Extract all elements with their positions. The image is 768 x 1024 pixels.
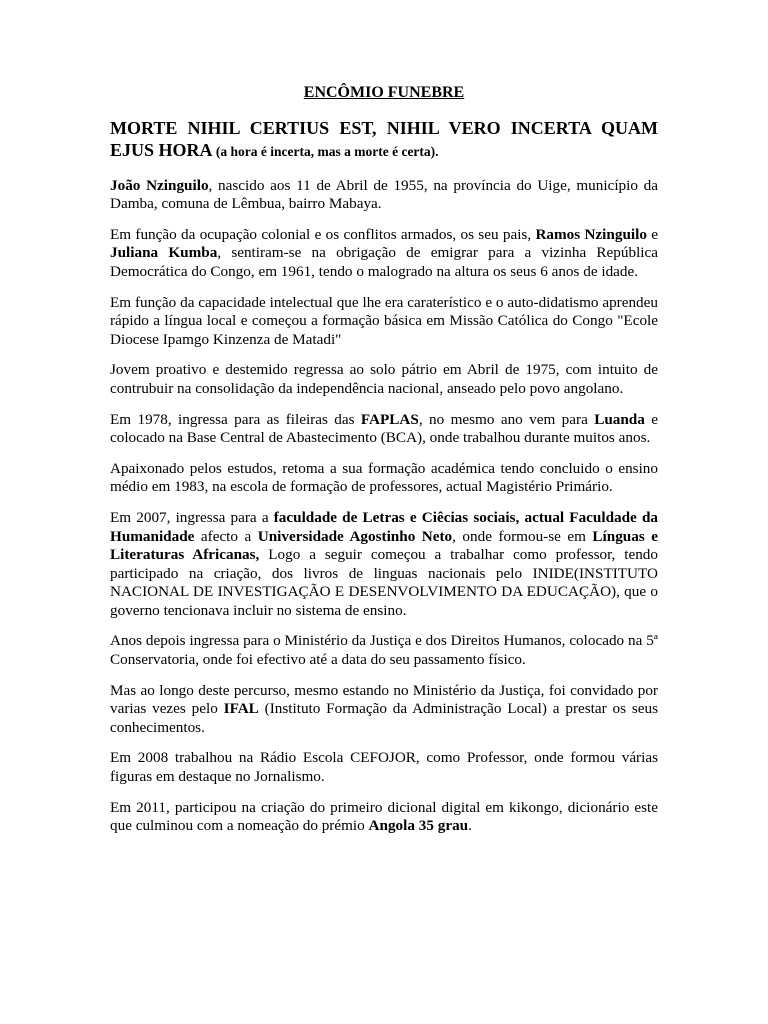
text-run: Em 1978, ingressa para as fileiras das bbox=[110, 410, 361, 428]
paragraph bbox=[110, 177, 658, 214]
text-run: Em 2011, participou na criação do primeiro dicional digital em kikongo, dicionário este que culminou com a nomeação do prémio bbox=[110, 798, 658, 835]
bold-text: IFAL bbox=[223, 700, 259, 718]
text-run: Apaixonado pelos estudos, retoma a sua formação académica tendo concluido o ensino médio em 1983, na escola de formação de professores, actual Magistério Primário. bbox=[110, 459, 658, 496]
text-run: , onde formou-se em bbox=[452, 527, 593, 545]
bold-text: FAPLAS bbox=[360, 410, 419, 428]
paragraph bbox=[110, 411, 658, 448]
paragraph bbox=[110, 632, 658, 669]
bold-text: Juliana Kumba bbox=[110, 244, 218, 262]
text-run: , sentiram-se na obrigação de emigrar para a vizinha República Democrática do Congo, em 1961, tendo o malogrado na altura os seus 6 anos de idade. bbox=[110, 244, 658, 280]
text-run: , no mesmo ano vem para bbox=[418, 410, 595, 428]
text-run: e colocado na Base Central de Abastecimento (BCA), onde trabalhou durante muitos anos. bbox=[110, 410, 658, 447]
text-run: Anos depois ingressa para o Ministério da Justiça e dos Direitos Humanos, colocado na 5ª Conservatoria, onde foi efectivo até a data do seu passamento físico. bbox=[110, 632, 658, 669]
text-run: Em função da ocupação colonial e os conflitos armados, os seu pais, bbox=[110, 225, 536, 243]
text-run: Em 2008 trabalhou na Rádio Escola CEFOJOR, como Professor, onde formou várias figuras em destaque no Jornalismo. bbox=[110, 749, 658, 786]
document-body bbox=[110, 84, 658, 848]
paragraph bbox=[110, 682, 658, 738]
text-run: Em função da capacidade intelectual que lhe era caraterístico e o auto-didatismo aprendeu rápido a língua local e começou a formação básica em Missão Católica do Congo "Ecole Diocese Ipamgo Kinzenza de Matadi" bbox=[110, 293, 658, 348]
motto-main: MORTE NIHIL CERTIUS EST, NIHIL VERO INCERTA QUAM EJUS HORA bbox=[110, 117, 658, 160]
paragraph bbox=[110, 799, 658, 836]
text-run: afecto a bbox=[194, 527, 258, 545]
paragraph bbox=[110, 361, 658, 398]
latin-motto bbox=[110, 117, 658, 163]
paragraph bbox=[110, 294, 658, 350]
bold-text: João Nzinguilo bbox=[110, 176, 209, 194]
paragraph bbox=[110, 226, 658, 282]
bold-text: Universidade Agostinho Neto bbox=[257, 527, 453, 545]
text-run: , nascido aos 11 de Abril de 1955, na província do Uige, município da Damba, comuna de Lêmbua, bairro Mabaya. bbox=[110, 176, 658, 213]
text-run: (Instituto Formação da Administração Local) a prestar os seus conhecimentos. bbox=[110, 700, 659, 736]
paragraph bbox=[110, 749, 658, 786]
document-title: ENCÔMIO FUNEBRE bbox=[303, 84, 465, 101]
bold-text: Angola 35 grau bbox=[368, 817, 469, 835]
bold-text: Luanda bbox=[594, 410, 645, 428]
bold-text: Línguas e Literaturas Africanas, bbox=[110, 527, 658, 564]
paragraph bbox=[110, 509, 658, 621]
paragraph-list bbox=[110, 177, 658, 836]
text-run: . bbox=[468, 817, 472, 835]
motto-translation: (a hora é incerta, mas a morte é certa). bbox=[212, 143, 439, 159]
text-run: e bbox=[646, 225, 658, 243]
paragraph bbox=[110, 460, 658, 497]
bold-text: faculdade de Letras e Ciêcias sociais, actual Faculdade da Humanidade bbox=[110, 508, 659, 545]
bold-text: Ramos Nzinguilo bbox=[535, 225, 647, 243]
text-run: Em 2007, ingressa para a bbox=[110, 508, 274, 526]
text-run: Logo a seguir começou a trabalhar como professor, tendo participado na criação, dos livros de linguas nacionais pelo INIDE(INSTITUTO NACIONAL DE INVESTIGAÇÃO E DESENVOLVIMENTO DA EDUCAÇÃO), que o governo tencionava incluir no sistema de ensino. bbox=[110, 546, 658, 619]
text-run: Mas ao longo deste percurso, mesmo estando no Ministério da Justiça, foi convidado por varias vezes pelo bbox=[110, 681, 658, 718]
text-run: Jovem proativo e destemido regressa ao solo pátrio em Abril de 1975, com intuito de contrubuir na consolidação da independência nacional, anseado pelo povo angolano. bbox=[110, 361, 658, 397]
